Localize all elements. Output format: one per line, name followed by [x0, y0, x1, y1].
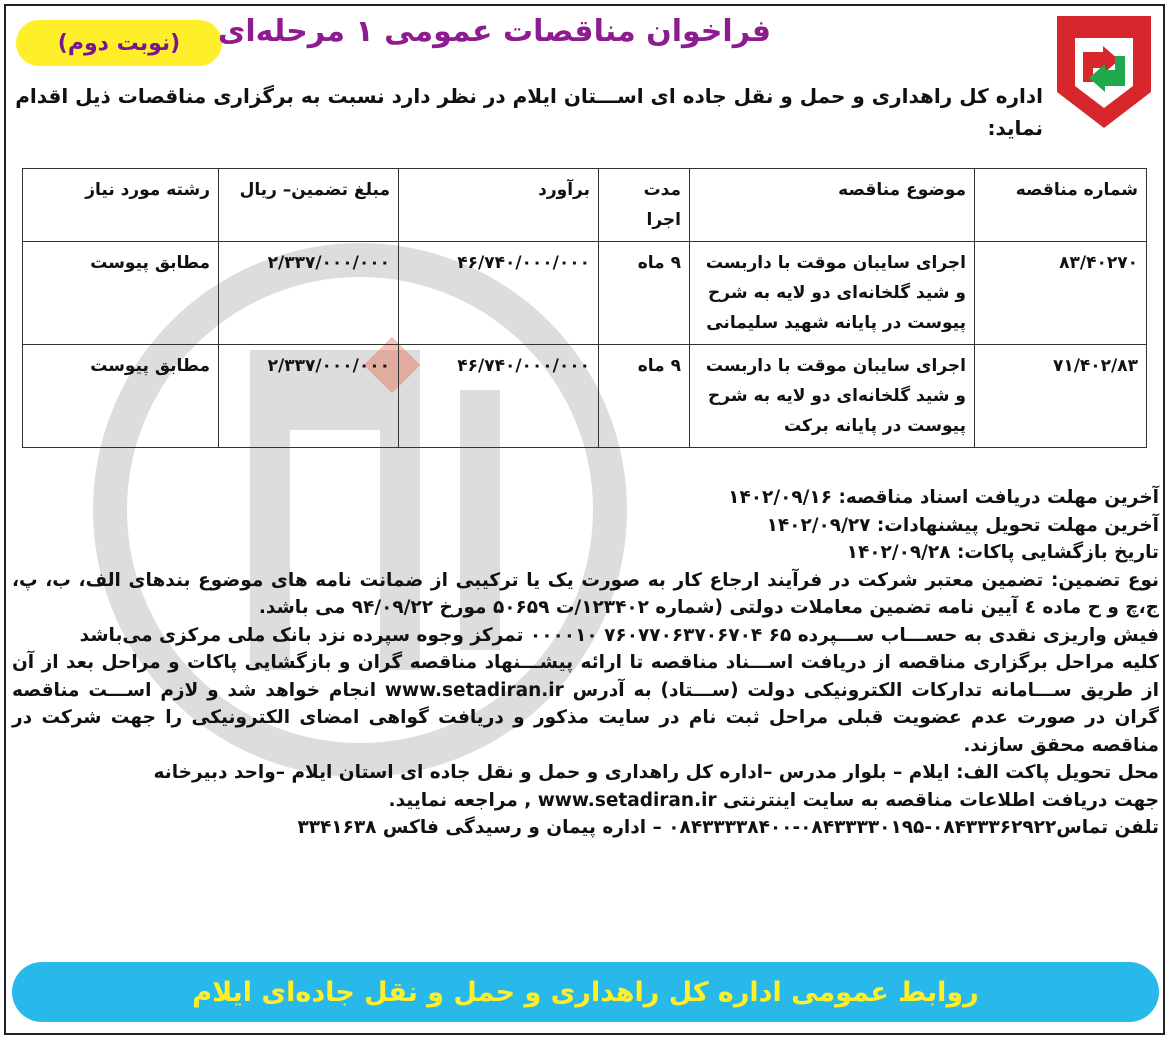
process-info	[12, 649, 1159, 759]
col-header-field: رشته مورد نیاز	[23, 169, 219, 242]
delivery-location: محل تحویل پاکت الف: ایلام – بلوار مدرس –اداره کل راهداری و حمل و نقل جاده ای استان ایلام –واحد دبیرخانه	[153, 762, 1159, 783]
guarantee-type: نوع تضمین: تضمین معتبر شرکت در فرآیند ارجاع کار به صورت یک یا ترکیبی از ضمانت نامه های موضوع بندهای الف، ب، پ، ج،چ و ح ماده ٤ آیین نامه تضمین معاملات دولتی (شماره ۱۲۳۴۰۲/ت ۵۰۶۵۹ مورخ ۹۴/۰۹/۲۲ می باشد.	[12, 569, 1159, 618]
website-link[interactable]: www.setadiran.ir	[384, 679, 564, 701]
intro-text: اداره کل راهداری و حمل و نقل جاده ای اســـتان ایلام در نظر دارد نسبت به برگزاری مناقصات ذیل اقدام نماید:	[15, 84, 1043, 140]
table-header-row	[23, 169, 1147, 242]
col-header-estimate: برآورد	[399, 169, 599, 242]
notice-details	[12, 484, 1159, 842]
deposit-info: فیش واریزی نقدی به حســـاب ســـپرده ۶۵ ۷۶۰۷۷۰۶۳۷۰۶۷۰۴ ۰۰۰۰۱۰ تمرکز وجوه سپرده نزد بانک ملی مرکزی می‌باشد	[79, 624, 1159, 646]
col-header-subject: موضوع مناقصه	[690, 169, 975, 242]
info-line	[12, 787, 1159, 815]
cell-estimate: ۴۶/۷۴۰/۰۰۰/۰۰۰	[399, 242, 599, 345]
contact-info: تلفن تماس۰۸۴۳۳۳۶۲۹۲۲-۰۸۴۳۳۳۳۰۱۹۵-۰۸۴۳۳۳۳۸۴۰۰ – اداره پیمان و رسیدگی فاکس ۳۳۴۱۶۳۸	[297, 817, 1159, 838]
process-text-before: کلیه مراحل برگزاری مناقصه از دریافت اســـناد مناقصه تا ارائه پیشـــنهاد مناقصه گران و بازگشایی پاکات و مراحل بعد از آن از طریق ســـامانه تدارکات الکترونیکی دولت (ســـتاد) به آدرس	[12, 652, 1159, 701]
cell-field: مطابق پیوست	[23, 242, 219, 345]
cell-duration: ۹ ماه	[599, 242, 690, 345]
col-header-guarantee: مبلغ تضمین– ریال	[219, 169, 399, 242]
public-relations-footer: روابط عمومی اداره کل راهداری و حمل و نقل جاده‌ای ایلام	[12, 962, 1159, 1022]
table-row	[23, 242, 1147, 345]
cell-field: مطابق پیوست	[23, 345, 219, 448]
docs-deadline: آخرین مهلت دریافت اسناد مناقصه: ۱۴۰۲/۰۹/۱۶	[728, 487, 1159, 508]
rmto-logo-icon	[1049, 12, 1159, 132]
info-text-before: جهت دریافت اطلاعات مناقصه به سایت اینترنتی	[723, 789, 1159, 811]
offers-deadline: آخرین مهلت تحویل پیشنهادات: ۱۴۰۲/۰۹/۲۷	[766, 514, 1159, 536]
website-link[interactable]: www.setadiran.ir	[537, 789, 717, 811]
cell-subject: اجرای سایبان موقت با داربست و شید گلخانه‌ای دو لایه به شرح پیوست در پایانه برکت	[690, 345, 975, 448]
info-text-after: , مراجعه نمایید.	[388, 789, 532, 811]
process-text-after: انجام خواهد شد و لازم اســـت مناقصه گران در صورت عدم عضویت قبلی مراحل ثبت نام در سایت مذکور و دریافت گواهی امضای الکترونیکی را جهت شرکت در مناقصه محقق سازند.	[12, 679, 1159, 756]
cell-subject: اجرای سایبان موقت با داربست و شید گلخانه‌ای دو لایه به شرح پیوست در پایانه شهید سلیمانی	[690, 242, 975, 345]
cell-number: ۷۱/۴۰۲/۸۳	[975, 345, 1147, 448]
cell-estimate: ۴۶/۷۴۰/۰۰۰/۰۰۰	[399, 345, 599, 448]
page-title: فراخوان مناقصات عمومی ۱ مرحله‌ای	[217, 14, 771, 49]
cell-number: ۸۳/۴۰۲۷۰	[975, 242, 1147, 345]
tenders-table	[22, 168, 1147, 448]
cell-guarantee: ۲/۳۳۷/۰۰۰/۰۰۰	[219, 242, 399, 345]
opening-date: تاریخ بازگشایی پاکات: ۱۴۰۲/۰۹/۲۸	[846, 542, 1159, 563]
table-row	[23, 345, 1147, 448]
cell-guarantee: ۲/۳۳۷/۰۰۰/۰۰۰	[219, 345, 399, 448]
col-header-number: شماره مناقصه	[975, 169, 1147, 242]
round-badge: (نوبت دوم)	[16, 20, 222, 66]
col-header-duration: مدت اجرا	[599, 169, 690, 242]
cell-duration: ۹ ماه	[599, 345, 690, 448]
